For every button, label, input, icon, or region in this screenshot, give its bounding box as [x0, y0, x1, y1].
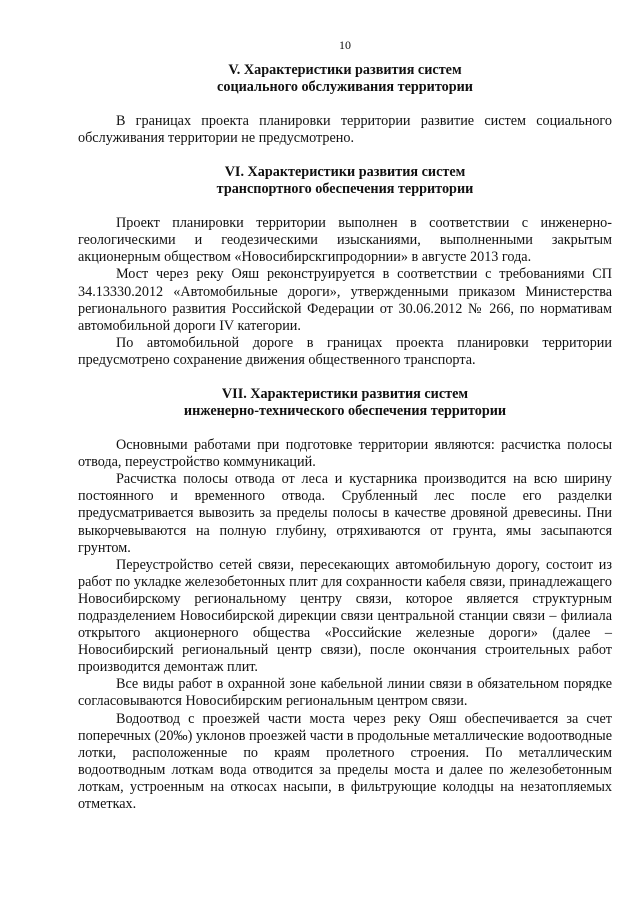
section-heading-line2: инженерно-технического обеспечения территории	[183, 403, 507, 420]
section-heading	[78, 164, 612, 198]
paragraph: Переустройство сетей связи, пересекающих автомобильную дорогу, состоит из работ по укладке железобетонных плит для сохранности кабеля связи, принадлежащего Новосибирскому региональному центру связи, которое является структурным подразделением Новосибирской дирекции связи центральной станции связи – филиала открытого акционерного общества «Российские железные дороги» (далее – Новосибирский региональный центр связи), после окончания строительных работ производится демонтаж плит.	[78, 556, 612, 676]
section-engineering	[78, 386, 612, 813]
paragraph: В границах проекта планировки территории развитие систем социального обслуживания территории не предусмотрено.	[78, 113, 612, 147]
section-heading-line2: социального обслуживания территории	[217, 79, 473, 95]
paragraph: По автомобильной дороге в границах проекта планировки территории предусмотрено сохранение движения общественного транспорта.	[78, 334, 612, 368]
paragraph: Проект планировки территории выполнен в соответствии с инженерно-геологическими и геодезическими изысканиями, выполненными закрытым акционерным обществом «Новосибирскгипродорнии» в августе 2013 года.	[78, 215, 612, 266]
section-heading-line1: VII. Характеристики развития систем	[221, 386, 469, 403]
paragraph: Основными работами при подготовке территории являются: расчистка полосы отвода, переустройство коммуникаций.	[78, 437, 612, 471]
section-heading-line1: V. Характеристики развития систем	[228, 62, 462, 78]
section-heading	[78, 62, 612, 96]
section-transport	[78, 164, 612, 369]
paragraph: Все виды работ в охранной зоне кабельной линии связи в обязательном порядке согласовываются Новосибирским региональным центром связи.	[78, 676, 612, 710]
paragraph: Водоотвод с проезжей части моста через реку Ояш обеспечивается за счет поперечных (20‰) уклонов проезжей части в продольные металлические водоотводные лотки, расположенные по краям пролетного строения. По металлическим водоотводным лоткам вода отводится за пределы моста и далее по железобетонным лоткам, устроенным на откосах насыпи, в фильтрующие колодцы на незатопляемых отметках.	[78, 710, 612, 812]
section-social-services	[78, 62, 612, 147]
section-heading-line2: транспортного обеспечения территории	[216, 181, 474, 198]
paragraph: Расчистка полосы отвода от леса и кустарника производится на всю ширину постоянного и временного отвода. Срубленный лес после его разделки предусматривается вывозить за пределы полосы в качестве дровяной древесины. Пни выкорчевываются на полную глубину, отряхиваются от грунта, ямы засыпаются грунтом.	[78, 471, 612, 556]
page-number: 10	[339, 38, 351, 52]
section-heading	[78, 386, 612, 420]
section-heading-line1: VI. Характеристики развития систем	[224, 164, 466, 181]
paragraph: Мост через реку Ояш реконструируется в соответствии с требованиями СП 34.13330.2012 «Автомобильные дороги», утвержденными приказом Министерства регионального развития Российской Федерации от 30.06.2012 № 266, по нормативам автомобильной дороги IV категории.	[78, 266, 612, 334]
